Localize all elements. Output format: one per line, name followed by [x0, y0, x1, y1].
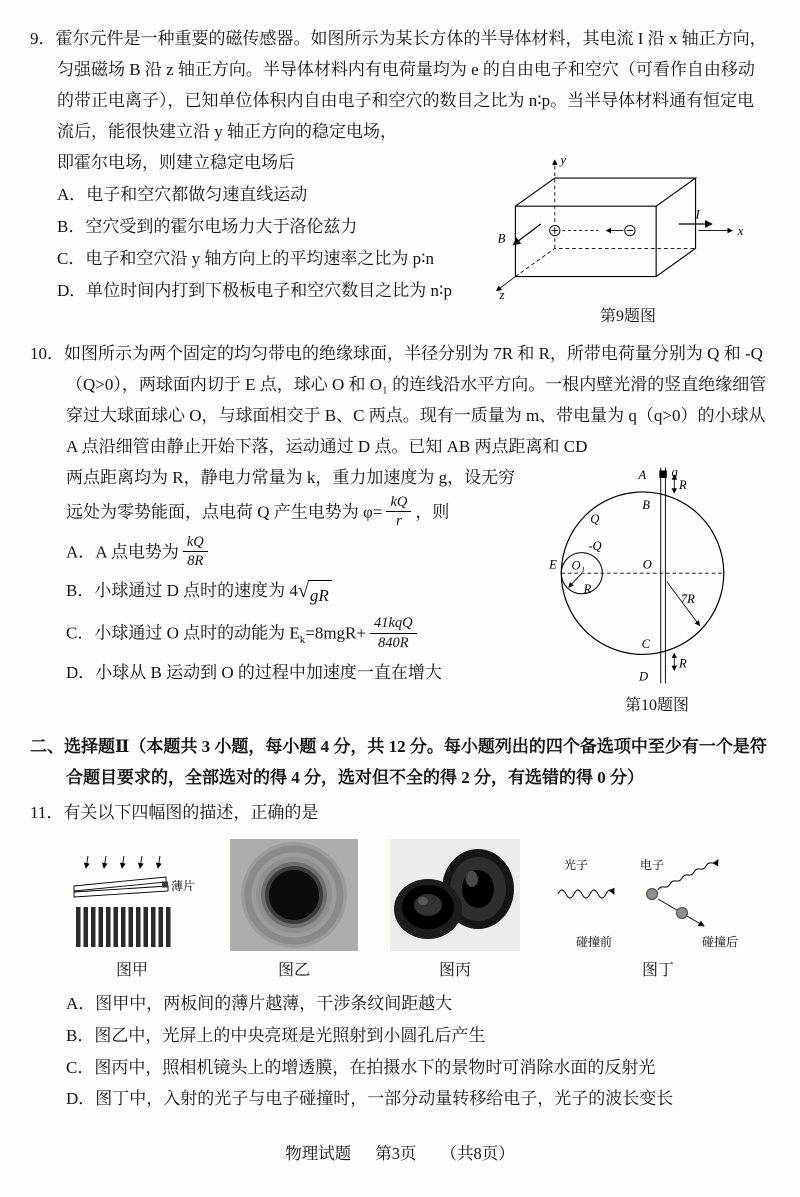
q11-stem: [30, 798, 770, 829]
q11-figure-ding-caption: 图丁: [641, 961, 674, 979]
y-axis-label: y: [560, 152, 567, 167]
thin-film: [162, 881, 168, 887]
q11-option-a: A．图甲中，两板间的薄片越薄，干涉条纹间距越大: [66, 993, 453, 1013]
q11-figure-jia-caption: 图甲: [115, 961, 148, 979]
phi-fraction: $\frac{kQ}{r}$: [386, 494, 411, 529]
compton-scattering-diagram: [552, 847, 764, 951]
r-small-label: R: [583, 581, 592, 596]
question-10: [30, 339, 770, 720]
q10-stem: [30, 339, 770, 463]
section-2-heading: 二、选择题Ⅱ（本题共 3 小题，每小题 4 分，共 12 分。每小题列出的四个备选项中至少有一个是符合题目要求的，全部选对的得 4 分，选对但不全的得 2 分，有选错的得 0 分）: [30, 736, 767, 787]
q10-figure: [544, 463, 770, 720]
point-b-label: B: [642, 497, 650, 512]
scattered-photon-wave: [658, 860, 718, 890]
q9-option-a: A．电子和空穴都做匀速直线运动: [57, 184, 308, 204]
q10-option-d: D．小球从 B 运动到 O 的过程中加速度一直在增大: [66, 662, 442, 682]
electron-label: 电子: [640, 857, 665, 872]
interference-fringes: [76, 907, 171, 947]
footer-exam-title: 物理试题: [285, 1144, 352, 1164]
option-b-sqrt: √ gR: [298, 580, 332, 612]
q10-option-c: C．小球通过 O 点时的动能为 $E_k=8mgR+$ $\frac{\text{41kqQ}}{840R}$: [66, 617, 540, 652]
q10-potential-formula-line: 远处为零势能面，点电荷 Q 产生电势为 φ= $\frac{kQ}{r}$ ，则: [66, 493, 450, 529]
q10-text-column: [66, 463, 540, 694]
x-axis-label: x: [737, 224, 744, 239]
q11-option-b: B．图乙中，光屏上的中央亮斑是光照射到小圆孔后产生: [66, 1025, 486, 1045]
option-a-fraction: $\frac{kQ}{8R}$: [183, 534, 208, 569]
current-label: I: [695, 207, 700, 222]
charge-bigq-label: Q: [590, 511, 600, 526]
hole-symbol: [550, 225, 560, 235]
incident-photon-wave: [558, 890, 614, 898]
q10-stem-continued: 两点距离均为 R，静电力常量为 k，重力加速度为 g，设无穷: [66, 467, 516, 487]
photon-label: 光子: [564, 857, 589, 872]
q10-option-b: B．小球通过 D 点时的速度为 4 √ gR: [66, 576, 540, 612]
point-a-label: A: [638, 467, 647, 482]
q9-option-c: C．电子和空穴沿 y 轴方向上的平均速率之比为 p∶n: [57, 248, 435, 268]
center-o1-label: O₁: [571, 558, 586, 573]
q11-option-d: D．图丁中，入射的光子与电子碰撞时，一部分动量转移给电子，光子的波长变长: [66, 1089, 674, 1109]
q11-figure-bing: [390, 839, 520, 985]
diffraction-photo: [230, 839, 358, 951]
q11-figure-yi-caption: 图乙: [277, 961, 310, 979]
q10-intro-text: 如图所示为两个固定的均匀带电的绝缘球面，半径分别为 7R 和 R，所带电荷量分别为 Q 和 -Q（Q>0），两球面内切于 E 点，球心 O 和 O₁ 的连线沿水平方向。一根内壁光滑的竖直绝缘细管穿过大球面球心 O，与球面相交于 B、C 两点。现有一质量为 m、带电量为 q（q>0）的小球从 A 点沿细管由静止开始下落，运动通过 D 点。已知 AB 两点距离和 CD: [64, 343, 767, 456]
thin-film-label: 薄片: [171, 878, 196, 893]
electron-after-ball: [677, 907, 688, 918]
q9-text-column: [57, 148, 482, 308]
r-bottom-label: R: [678, 656, 687, 671]
radius-r-arrow: [569, 573, 582, 587]
camera-lenses-photo: [390, 839, 520, 951]
q9-figure-diagram: [487, 148, 769, 300]
q11-figure-row: [66, 839, 764, 985]
electron-before-ball: [647, 888, 658, 899]
r-top-label: R: [678, 477, 687, 492]
question-11: [30, 798, 770, 1116]
q11-option-c: C．图丙中，照相机镜头上的增透膜，在拍摄水下的景物时可消除水面的反射光: [66, 1057, 656, 1077]
glass-plates: [74, 877, 168, 897]
charged-ball: [659, 470, 666, 477]
charge-negq-label: -Q: [588, 538, 602, 553]
q9-body-row: [57, 148, 770, 331]
q10-body-row: [66, 463, 770, 720]
option-c-fraction: $\frac{\text{41kqQ}}{840R}$: [370, 615, 417, 650]
after-collision-label: 碰撞后: [702, 934, 739, 949]
wedge-interference-diagram: [66, 853, 198, 951]
q9-stem-continued: 即霍尔电场，则建立稳定电场后: [57, 152, 295, 172]
q9-figure: [486, 148, 770, 331]
page-footer: [30, 1139, 770, 1169]
semiconductor-box: [515, 178, 695, 277]
q10-figure-caption: 第10题图: [624, 696, 689, 714]
center-o-label: O: [642, 557, 652, 572]
radius-7r-label: 7R: [680, 591, 695, 606]
footer-page-total: （共8页）: [440, 1144, 515, 1164]
q11-stem-text: 有关以下四幅图的描述，正确的是: [63, 802, 319, 822]
b-field-label: B: [497, 231, 506, 246]
q9-number: 9．: [30, 29, 56, 48]
before-collision-label: 碰撞前: [576, 934, 613, 949]
q9-option-b: B．空穴受到的霍尔电场力大于洛伦兹力: [57, 216, 358, 236]
q10-number: 10．: [30, 343, 64, 363]
b-field-arrow: [514, 224, 541, 245]
q9-figure-caption: 第9题图: [599, 307, 656, 325]
question-9: [30, 24, 770, 331]
q10-figure-diagram: [547, 463, 767, 689]
z-axis-label: z: [499, 287, 505, 300]
footer-page-number: 第3页: [375, 1144, 417, 1164]
q11-figure-jia: [66, 853, 198, 985]
q11-figure-ding: [552, 847, 764, 985]
charge-q-label: q: [671, 464, 678, 479]
q11-number: 11．: [30, 802, 64, 822]
q9-option-d: D．单位时间内打到下极板电子和空穴数目之比为 n∶p: [57, 280, 452, 300]
q9-intro-text: 霍尔元件是一种重要的磁传感器。如图所示为某长方体的半导体材料，其电流 I 沿 x 轴正方向，匀强磁场 B 沿 z 轴正方向。半导体材料内有电荷量均为 e 的自由电子和空穴（可看作自由移动的带正电离子），已知单位体积内自由电子和空穴的数目之比为 n∶p。当半导体材料通有恒定电流后，能很快建立沿 y 轴正方向的稳定电场，: [55, 29, 767, 141]
q10-option-a: A．A 点电势为 $\frac{kQ}{8R}$: [66, 536, 540, 571]
incident-light-arrows: [86, 856, 160, 868]
point-e-label: E: [549, 557, 557, 572]
point-c-label: C: [641, 636, 650, 651]
point-d-label: D: [639, 669, 649, 684]
q11-figure-bing-caption: 图丙: [438, 961, 471, 979]
electron-symbol: [625, 225, 635, 235]
q9-stem: [30, 24, 770, 148]
q11-figure-yi: [230, 839, 358, 985]
